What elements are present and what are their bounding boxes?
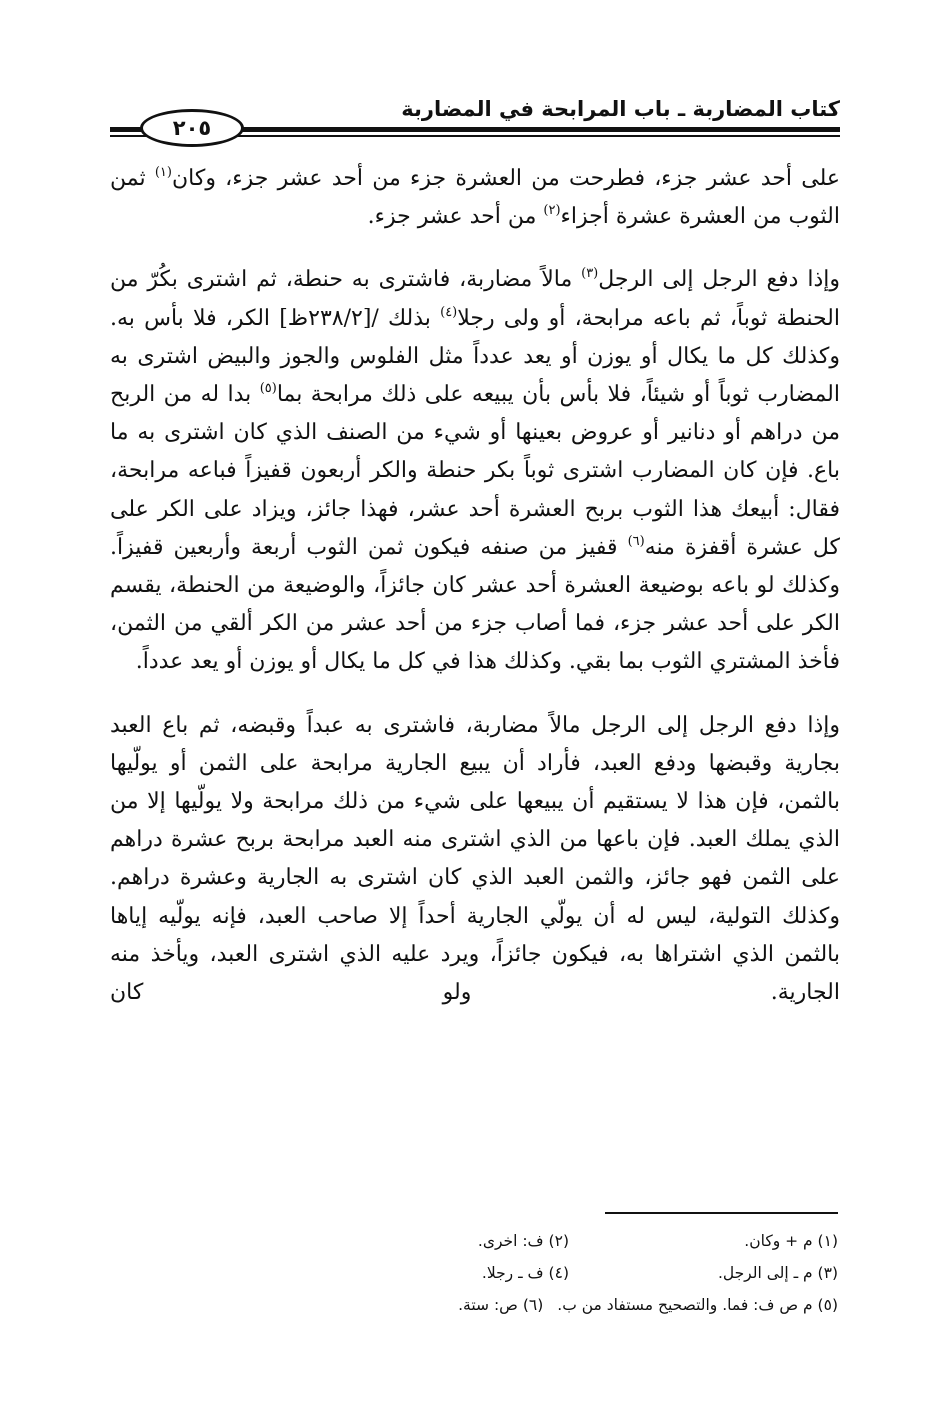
page-number-oval	[140, 109, 244, 147]
text-run: من أحد عشر جزء.	[367, 204, 544, 230]
paragraph-3: وإذا دفع الرجل إلى الرجل مالاً مضاربة، فاشترى به عبداً وقبضه، ثم باع العبد بجارية وقبضها ودفع العبد، فأراد أن يبيع الجارية مرابحة على الثمن أو يولّيها بالثمن، فإن هذا لا يستقيم أن يبيعها على شيء من ذلك مرابحة ولا يولّيها إلا من الذي يملك العبد. فإن باعها من الذي اشترى منه العبد مرابحة بربح عشرة دراهم على الثمن فهو جائز، والثمن العبد الذي كان اشترى به الجارية وعشرة دراهم. وكذلك التولية، ليس له أن يولّي الجارية أحداً إلا صاحب العبد، فإنه يولّيه إياها بالثمن الذي اشتراها به، فيكون جائزاً، ويرد عليه الذي اشترى العبد، ويأخذ منه الجارية. ولو كان	[110, 712, 840, 1006]
text-run: وإذا دفع الرجل إلى الرجل	[598, 267, 840, 293]
footnote-row	[300, 1257, 838, 1289]
text-run: بذلك /[٢٣٨/٢ظ] الكر، فلا بأس به. وكذلك كل ما يكال أو يوزن أو يعد عدداً مثل الفلوس والجوز والبيض اشترى به المضارب ثوباً أو شيئاً، فلا بأس بأن يبيعه على ذلك مرابحة بما	[110, 305, 840, 408]
text-run: قفيز من صنفه فيكون ثمن الثوب أربعة وأربعين قفيزاً. وكذلك لو باعه بوضيعة العشرة أحد عشر كان جائزاً، والوضيعة من الحنطة، يقسم الكر على أحد عشر جزء، فما أصاب جزء من أحد عشر من الكر ألقي من الثمن، فأخذ المشتري الثوب بما بقي. وكذلك هذا في كل ما يكال أو يوزن أو يعد عدداً.	[110, 534, 840, 675]
running-title: كتاب المضاربة ـ باب المرابحة في المضاربة	[401, 97, 840, 121]
footnote-3: (٣) م ـ إلى الرجل.	[717, 1264, 838, 1282]
footnote-ref-4: (٤)	[440, 304, 458, 320]
footnote-6: (٦) ص: ستة.	[458, 1296, 544, 1314]
footnote-1: (١) م + وكان.	[744, 1232, 838, 1250]
footnote-row	[300, 1225, 838, 1257]
footnote-4: (٤) ف ـ رجلا.	[481, 1264, 569, 1282]
footnote-2: (٢) ف: اخرى.	[477, 1232, 569, 1250]
text-run: على أحد عشر جزء، فطرحت من العشرة جزء من أحد عشر جزء، وكان	[171, 166, 841, 191]
paragraph-1	[110, 160, 840, 236]
text-run: بدا له من الربح من دراهم أو دنانير أو عروض بعينها أو شيء من الصنف الذي كان اشترى به ما باع. فإن كان المضارب اشترى ثوباً بكر حنطة والكر أربعون قفيزاً فباعه مرابحة، فقال: أبيعك هذا الثوب بربح العشرة أحد عشر، فهذا جائز، ويزاد على الكر على كل عشرة أقفزة منه	[110, 382, 840, 560]
footnote-ref-6: (٦)	[627, 533, 645, 549]
footnotes	[300, 1225, 838, 1321]
footnote-ref-5: (٥)	[259, 381, 277, 397]
page-number: ٢٠٥	[172, 116, 212, 140]
footnote-ref-3: (٣)	[581, 266, 599, 282]
main-text	[110, 160, 840, 1012]
text-run: ثمن الثوب من العشرة عشرة أجزاء	[110, 166, 840, 230]
footnote-5: (٥) م ص ف: فما. والتصحيح مستفاد من ب.	[557, 1296, 838, 1314]
text-run: مالاً مضاربة، فاشترى به حنطة، ثم اشترى بكُرّ من الحنطة ثوباً، ثم باعه مرابحة، أو ولى رجلا	[110, 267, 840, 331]
page-header	[110, 95, 840, 155]
footnote-ref-2: (٢)	[543, 203, 561, 219]
footnote-row	[300, 1289, 838, 1321]
footnote-rule	[605, 1212, 838, 1214]
footnote-ref-1: (١)	[154, 165, 172, 180]
paragraph-2	[110, 261, 840, 681]
